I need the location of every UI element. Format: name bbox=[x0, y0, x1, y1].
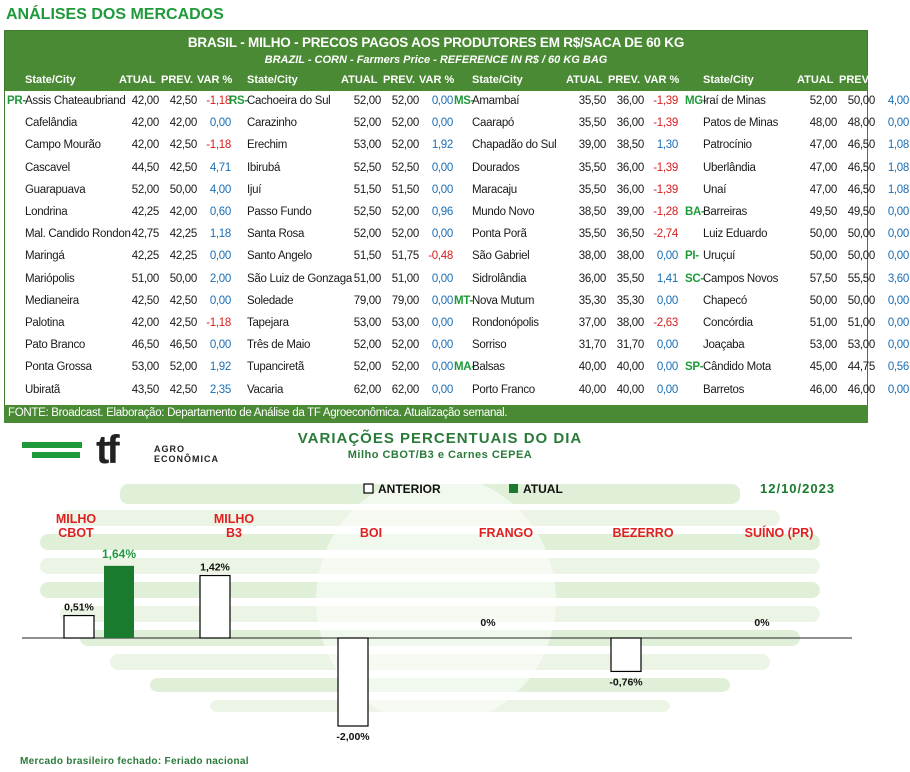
table-cell-var: 0,00 bbox=[887, 294, 909, 307]
bar-label-anterior: -0,76% bbox=[609, 676, 643, 689]
table-cell-city: Medianeira bbox=[25, 294, 79, 307]
table-header bbox=[5, 31, 910, 91]
table-cell-city: Palotina bbox=[25, 317, 65, 329]
table-cell-prev: 39,00 bbox=[616, 206, 644, 218]
table-cell-city: Ponta Grossa bbox=[25, 361, 92, 374]
table-cell-city: Barretos bbox=[703, 383, 745, 396]
column-header: PREV. bbox=[839, 74, 872, 86]
table-cell-prev: 46,50 bbox=[847, 183, 875, 196]
table-cell-atual: 50,00 bbox=[809, 228, 837, 241]
table-cell-atual: 43,50 bbox=[131, 383, 159, 396]
table-cell-prev: 36,00 bbox=[616, 117, 644, 130]
table-cell-prev: 50,00 bbox=[847, 95, 875, 107]
table-cell-city: Caarapó bbox=[472, 117, 515, 130]
table-cell-prev: 42,00 bbox=[169, 206, 197, 218]
table-cell-atual: 48,00 bbox=[809, 117, 837, 130]
table-cell-city: Tupanciretã bbox=[247, 361, 305, 374]
table-cell-city: Passo Fundo bbox=[247, 206, 312, 218]
logo-stripe bbox=[22, 442, 82, 448]
table-cell-prev: 51,50 bbox=[391, 183, 419, 196]
table-cell-var: 0,00 bbox=[887, 339, 909, 352]
table-cell-city: Cachoeira do Sul bbox=[247, 95, 331, 107]
table-cell-prev: 36,00 bbox=[616, 95, 644, 107]
chart-subtitle: Milho CBOT/B3 e Carnes CEPEA bbox=[347, 449, 533, 461]
table-cell-atual: 45,00 bbox=[809, 361, 837, 374]
table-cell-var: 0,00 bbox=[431, 228, 453, 241]
bar-label-anterior: -2,00% bbox=[336, 731, 370, 743]
table-cell-prev: 48,00 bbox=[847, 117, 875, 130]
table-cell-atual: 52,50 bbox=[353, 206, 381, 218]
bar-label-anterior: 0,51% bbox=[64, 601, 94, 614]
table-cell-city: Amambaí bbox=[472, 95, 520, 107]
tf-logo bbox=[22, 430, 240, 470]
table-cell-var: 0,00 bbox=[887, 206, 909, 218]
table-cell-var: 0,00 bbox=[656, 339, 678, 352]
table-cell-prev: 36,00 bbox=[616, 161, 644, 174]
table-cell-atual: 42,75 bbox=[131, 228, 159, 241]
table-cell-atual: 42,25 bbox=[131, 206, 159, 218]
table-cell-atual: 51,00 bbox=[131, 272, 159, 285]
table-cell-prev: 38,00 bbox=[616, 317, 644, 329]
table-cell-city: Sidrolândia bbox=[472, 272, 527, 285]
table-cell-prev: 50,00 bbox=[169, 183, 197, 196]
table-cell-prev: 52,00 bbox=[391, 361, 419, 374]
table-cell-prev: 52,00 bbox=[391, 206, 419, 218]
table-cell-var: -2,74 bbox=[653, 228, 678, 241]
table-cell-prev: 62,00 bbox=[391, 383, 419, 396]
table-cell-var: 0,00 bbox=[431, 317, 453, 329]
table-cell-city: Ibirubá bbox=[247, 161, 281, 174]
table-cell-prev: 42,25 bbox=[169, 228, 197, 241]
table-cell-prev: 79,00 bbox=[391, 294, 419, 307]
column-header: VAR % bbox=[419, 74, 455, 86]
table-cell-var: 1,92 bbox=[431, 139, 453, 152]
table-cell-city: Chapadão do Sul bbox=[472, 139, 557, 152]
column-header: State/City bbox=[703, 74, 754, 86]
table-cell-city: Campos Novos bbox=[703, 272, 779, 285]
table-cell-atual: 42,25 bbox=[131, 250, 159, 263]
table-cell-city: Carazinho bbox=[247, 117, 297, 130]
bar-anterior bbox=[611, 638, 641, 671]
table-cell-var: -1,39 bbox=[653, 183, 678, 196]
table-cell-var: 1,08 bbox=[887, 183, 909, 196]
table-cell-var: 0,00 bbox=[209, 339, 231, 352]
table-cell-city: Três de Maio bbox=[247, 339, 311, 352]
bar-label-atual: 1,64% bbox=[101, 546, 137, 561]
table-cell-atual: 52,50 bbox=[353, 161, 381, 174]
table-cell-prev: 51,75 bbox=[391, 250, 419, 263]
table-cell-atual: 51,50 bbox=[353, 183, 381, 196]
table-cell-prev: 50,00 bbox=[847, 294, 875, 307]
table-cell-prev: 42,25 bbox=[169, 250, 197, 263]
table-cell-atual: 47,00 bbox=[809, 183, 837, 196]
table-cell-atual: 51,00 bbox=[353, 272, 381, 285]
column-header: State/City bbox=[25, 74, 76, 86]
logo-sub-economica: ECONÔMICA bbox=[154, 454, 219, 464]
table-cell-prev: 52,00 bbox=[391, 228, 419, 241]
table-cell-atual: 52,00 bbox=[131, 183, 159, 196]
table-cell-atual: 42,00 bbox=[131, 317, 159, 329]
bar-label-anterior: 1,42% bbox=[200, 561, 230, 574]
table-cell-prev: 55,50 bbox=[847, 272, 875, 285]
table-cell-prev: 52,00 bbox=[391, 117, 419, 130]
logo-text: tf bbox=[96, 428, 117, 472]
category-label: SUÍNO (PR) bbox=[744, 526, 814, 540]
price-table bbox=[4, 30, 910, 422]
table-cell-var: 0,00 bbox=[887, 250, 909, 263]
table-cell-city: Mal. Candido Rondon bbox=[25, 228, 131, 241]
table-cell-atual: 36,00 bbox=[578, 272, 606, 285]
table-cell-var: 1,18 bbox=[209, 228, 231, 241]
table-cell-city: Londrina bbox=[25, 206, 68, 218]
table-cell-city: Joaçaba bbox=[703, 339, 745, 352]
table-cell-var: 1,41 bbox=[656, 272, 678, 285]
category-label: BOI bbox=[359, 526, 383, 540]
table-cell-var: 0,00 bbox=[887, 228, 909, 241]
table-cell-prev: 36,00 bbox=[616, 183, 644, 196]
table-cell-prev: 52,50 bbox=[391, 161, 419, 174]
category-label: B3 bbox=[226, 526, 242, 540]
category-label: MILHO bbox=[213, 512, 255, 526]
table-cell-atual: 52,00 bbox=[353, 95, 381, 107]
table-cell-prev: 51,00 bbox=[847, 317, 875, 329]
table-cell-atual: 42,00 bbox=[131, 95, 159, 107]
table-cell-st: MA- bbox=[454, 361, 475, 374]
column-header: PREV. bbox=[608, 74, 641, 86]
table-cell-st: MS- bbox=[454, 95, 475, 107]
table-cell-var: 3,60 bbox=[887, 272, 909, 285]
column-header: VAR % bbox=[644, 74, 680, 86]
table-cell-atual: 53,00 bbox=[353, 317, 381, 329]
table-cell-st: SP- bbox=[685, 361, 704, 374]
table-cell-var: -1,39 bbox=[653, 95, 678, 107]
table-cell-city: Concórdia bbox=[703, 317, 753, 329]
table-cell-atual: 52,00 bbox=[353, 361, 381, 374]
table-cell-prev: 42,50 bbox=[169, 383, 197, 396]
table-cell-prev: 31,70 bbox=[616, 339, 644, 352]
table-cell-prev: 49,50 bbox=[847, 206, 875, 218]
logo-stripe bbox=[32, 452, 80, 458]
table-cell-atual: 53,00 bbox=[131, 361, 159, 374]
table-cell-st: MT- bbox=[454, 294, 473, 307]
page-title: ANÁLISES DOS MERCADOS bbox=[6, 6, 224, 23]
table-cell-city: São Gabriel bbox=[472, 250, 530, 263]
table-cell-city: Nova Mutum bbox=[472, 294, 535, 307]
table-cell-city: Mariópolis bbox=[25, 272, 75, 285]
table-cell-var: 0,00 bbox=[656, 361, 678, 374]
table-cell-atual: 49,50 bbox=[809, 206, 837, 218]
table-cell-city: Cascavel bbox=[25, 161, 70, 174]
table-cell-city: Tapejara bbox=[247, 317, 289, 329]
table-cell-city: Barreiras bbox=[703, 206, 747, 218]
table-cell-var: 0,00 bbox=[656, 294, 678, 307]
table-cell-prev: 42,50 bbox=[169, 161, 197, 174]
table-cell-var: -1,18 bbox=[206, 317, 231, 329]
table-cell-var: 4,00 bbox=[209, 183, 231, 196]
table-cell-city: Ponta Porã bbox=[472, 228, 527, 241]
chart-title: VARIAÇÕES PERCENTUAIS DO DIA bbox=[297, 430, 583, 447]
bar-anterior bbox=[338, 638, 368, 726]
column-header: ATUAL bbox=[797, 74, 834, 86]
table-cell-atual: 42,00 bbox=[131, 139, 159, 152]
column-header: VAR % bbox=[875, 74, 910, 86]
table-cell-var: -1,18 bbox=[206, 139, 231, 152]
table-cell-atual: 37,00 bbox=[578, 317, 606, 329]
table-cell-var: 0,00 bbox=[431, 272, 453, 285]
table-cell-atual: 52,00 bbox=[353, 339, 381, 352]
table-cell-st: MG- bbox=[685, 95, 707, 107]
chart-date: 12/10/2023 bbox=[760, 481, 836, 496]
table-cell-var: 0,00 bbox=[656, 383, 678, 396]
table-cell-atual: 35,30 bbox=[578, 294, 606, 307]
table-cell-city: Santo Angelo bbox=[247, 250, 312, 263]
table-cell-var: 1,30 bbox=[656, 139, 678, 152]
table-cell-var: 4,71 bbox=[209, 161, 231, 174]
table-cell-city: Campo Mourão bbox=[25, 139, 101, 152]
table-cell-prev: 52,00 bbox=[391, 139, 419, 152]
table-cell-city: Vacaria bbox=[247, 383, 284, 396]
table-cell-var: 0,00 bbox=[431, 117, 453, 130]
table-cell-city: São Luiz de Gonzaga bbox=[247, 272, 352, 285]
table-cell-atual: 39,00 bbox=[578, 139, 606, 152]
table-cell-var: 0,00 bbox=[431, 294, 453, 307]
table-cell-city: Iraí de Minas bbox=[703, 95, 766, 107]
table-cell-var: 1,92 bbox=[209, 361, 231, 374]
table-cell-var: 2,35 bbox=[209, 383, 231, 396]
table-cell-prev: 36,50 bbox=[616, 228, 644, 241]
table-cell-prev: 40,00 bbox=[616, 383, 644, 396]
table-cell-prev: 52,00 bbox=[391, 95, 419, 107]
table-cell-city: Pato Branco bbox=[25, 339, 85, 352]
table-cell-city: Ubiratã bbox=[25, 383, 60, 396]
table-cell-var: -1,39 bbox=[653, 117, 678, 130]
table-cell-atual: 53,00 bbox=[809, 339, 837, 352]
table-cell-atual: 35,50 bbox=[578, 95, 606, 107]
table-cell-atual: 47,00 bbox=[809, 161, 837, 174]
table-cell-prev: 46,50 bbox=[169, 339, 197, 352]
table-cell-var: 1,08 bbox=[887, 139, 909, 152]
table-cell-city: Maringá bbox=[25, 250, 65, 263]
table-cell-var: 0,60 bbox=[209, 206, 231, 218]
table-cell-prev: 42,50 bbox=[169, 95, 197, 107]
table-cell-atual: 53,00 bbox=[353, 139, 381, 152]
table-cell-atual: 52,00 bbox=[809, 95, 837, 107]
table-cell-atual: 52,00 bbox=[353, 117, 381, 130]
table-cell-atual: 35,50 bbox=[578, 183, 606, 196]
column-header: ATUAL bbox=[566, 74, 603, 86]
table-cell-prev: 40,00 bbox=[616, 361, 644, 374]
table-cell-city: Cândido Mota bbox=[703, 361, 771, 374]
table-cell-prev: 42,50 bbox=[169, 317, 197, 329]
table-cell-city: Luiz Eduardo bbox=[703, 228, 768, 241]
table-cell-var: 0,56 bbox=[887, 361, 909, 374]
table-cell-var: 0,00 bbox=[431, 183, 453, 196]
table-cell-var: -1,39 bbox=[653, 161, 678, 174]
legend-swatch-atual bbox=[509, 484, 518, 493]
table-cell-city: Uberlândia bbox=[703, 161, 756, 174]
table-cell-city: Cafelândia bbox=[25, 117, 77, 130]
logo-sub-agro: AGRO bbox=[154, 444, 185, 454]
table-cell-prev: 38,50 bbox=[616, 139, 644, 152]
table-cell-prev: 52,00 bbox=[169, 361, 197, 374]
table-cell-atual: 31,70 bbox=[578, 339, 606, 352]
table-cell-prev: 53,00 bbox=[847, 339, 875, 352]
table-cell-var: 2,00 bbox=[209, 272, 231, 285]
table-cell-var: -1,18 bbox=[206, 95, 231, 107]
table-cell-var: 0,00 bbox=[209, 294, 231, 307]
table-cell-prev: 38,00 bbox=[616, 250, 644, 263]
bar-atual bbox=[104, 566, 134, 638]
table-cell-var: -0,48 bbox=[428, 250, 453, 263]
bar-anterior bbox=[200, 576, 230, 638]
column-header: State/City bbox=[472, 74, 523, 86]
category-label: CBOT bbox=[58, 526, 94, 540]
table-cell-city: Assis Chateaubriand bbox=[25, 95, 126, 107]
table-cell-city: Unaí bbox=[703, 183, 727, 196]
footnote: Mercado brasileiro fechado: Feriado nacional bbox=[20, 756, 249, 767]
table-subtitle: BRAZIL - CORN - Farmers Price - REFERENCE IN R$ / 60 KG BAG bbox=[264, 54, 608, 66]
table-cell-city: Santa Rosa bbox=[247, 228, 305, 241]
table-cell-prev: 52,00 bbox=[391, 339, 419, 352]
table-cell-atual: 46,50 bbox=[131, 339, 159, 352]
table-cell-atual: 42,00 bbox=[131, 117, 159, 130]
legend-swatch-anterior bbox=[364, 484, 373, 493]
table-cell-city: Ijuí bbox=[247, 183, 262, 196]
legend-label-anterior: ANTERIOR bbox=[378, 482, 441, 496]
table-cell-prev: 42,00 bbox=[169, 117, 197, 130]
table-cell-city: Patrocínio bbox=[703, 139, 752, 152]
table-cell-prev: 44,75 bbox=[847, 361, 875, 374]
table-cell-var: 0,00 bbox=[431, 383, 453, 396]
table-cell-city: Balsas bbox=[472, 361, 505, 374]
table-cell-var: 0,00 bbox=[431, 95, 453, 107]
table-cell-st: BA- bbox=[685, 206, 705, 218]
column-header: ATUAL bbox=[341, 74, 378, 86]
table-cell-var: 0,00 bbox=[887, 317, 909, 329]
table-cell-atual: 35,50 bbox=[578, 228, 606, 241]
table-cell-atual: 51,00 bbox=[809, 317, 837, 329]
table-cell-atual: 57,50 bbox=[809, 272, 837, 285]
table-cell-prev: 50,00 bbox=[847, 250, 875, 263]
table-cell-atual: 52,00 bbox=[353, 228, 381, 241]
table-cell-city: Rondonópolis bbox=[472, 317, 539, 329]
table-cell-prev: 53,00 bbox=[391, 317, 419, 329]
table-cell-city: Mundo Novo bbox=[472, 206, 535, 218]
table-cell-city: Dourados bbox=[472, 161, 520, 174]
category-label: BEZERRO bbox=[612, 526, 674, 540]
bar-label-anterior: 0% bbox=[480, 617, 496, 629]
table-title: BRASIL - MILHO - PRECOS PAGOS AOS PRODUTORES EM R$/SACA DE 60 KG bbox=[187, 35, 685, 50]
table-cell-atual: 51,50 bbox=[353, 250, 381, 263]
table-cell-city: Patos de Minas bbox=[703, 117, 779, 130]
table-cell-atual: 50,00 bbox=[809, 294, 837, 307]
table-cell-prev: 46,50 bbox=[847, 161, 875, 174]
table-cell-prev: 50,00 bbox=[847, 228, 875, 241]
table-cell-var: -1,28 bbox=[653, 206, 678, 218]
table-cell-var: 0,00 bbox=[431, 339, 453, 352]
table-cell-city: Soledade bbox=[247, 294, 294, 307]
table-cell-prev: 42,50 bbox=[169, 139, 197, 152]
table-cell-atual: 62,00 bbox=[353, 383, 381, 396]
table-cell-prev: 46,00 bbox=[847, 383, 875, 396]
table-cell-prev: 35,30 bbox=[616, 294, 644, 307]
column-header: VAR % bbox=[197, 74, 233, 86]
table-cell-st: SC- bbox=[685, 272, 704, 285]
table-cell-st: RS- bbox=[229, 95, 248, 107]
table-cell-prev: 35,50 bbox=[616, 272, 644, 285]
column-header: ATUAL bbox=[119, 74, 156, 86]
table-cell-city: Uruçuí bbox=[703, 250, 736, 263]
column-header: State/City bbox=[247, 74, 298, 86]
table-cell-atual: 50,00 bbox=[809, 250, 837, 263]
table-cell-atual: 38,50 bbox=[578, 206, 606, 218]
table-cell-prev: 51,00 bbox=[391, 272, 419, 285]
table-cell-var: 0,96 bbox=[431, 206, 453, 218]
category-label: MILHO bbox=[55, 512, 97, 526]
table-cell-var: 0,00 bbox=[431, 361, 453, 374]
table-cell-city: Maracaju bbox=[472, 183, 517, 196]
table-cell-st: PI- bbox=[685, 250, 699, 263]
table-cell-city: Sorriso bbox=[472, 339, 507, 352]
table-cell-city: Porto Franco bbox=[472, 383, 535, 396]
table-cell-atual: 79,00 bbox=[353, 294, 381, 307]
table-cell-atual: 35,50 bbox=[578, 161, 606, 174]
table-cell-atual: 40,00 bbox=[578, 361, 606, 374]
table-cell-var: 0,00 bbox=[209, 250, 231, 263]
table-cell-st: PR- bbox=[7, 95, 26, 107]
table-cell-var: 0,00 bbox=[209, 117, 231, 130]
bar-label-anterior: 0% bbox=[754, 617, 770, 629]
table-cell-atual: 47,00 bbox=[809, 139, 837, 152]
table-cell-atual: 38,00 bbox=[578, 250, 606, 263]
table-source: FONTE: Broadcast. Elaboração: Departamento de Análise da TF Agroeconômica. Atualização semanal. bbox=[4, 405, 868, 423]
table-cell-atual: 35,50 bbox=[578, 117, 606, 130]
legend-label-atual: ATUAL bbox=[523, 482, 563, 496]
table-cell-var: 0,00 bbox=[887, 383, 909, 396]
table-cell-atual: 42,50 bbox=[131, 294, 159, 307]
table-cell-var: 4,00 bbox=[887, 95, 909, 107]
table-cell-prev: 42,50 bbox=[169, 294, 197, 307]
table-cell-city: Chapecó bbox=[703, 294, 747, 307]
bar-anterior bbox=[64, 616, 94, 638]
table-cell-var: 0,00 bbox=[431, 161, 453, 174]
table-cell-atual: 44,50 bbox=[131, 161, 159, 174]
column-header: PREV. bbox=[383, 74, 416, 86]
table-cell-prev: 46,50 bbox=[847, 139, 875, 152]
table-cell-var: 0,00 bbox=[887, 117, 909, 130]
table-cell-var: 0,00 bbox=[656, 250, 678, 263]
table-cell-var: -2,63 bbox=[653, 317, 678, 329]
table-cell-prev: 50,00 bbox=[169, 272, 197, 285]
table-cell-var: 1,08 bbox=[887, 161, 909, 174]
table-cell-atual: 46,00 bbox=[809, 383, 837, 396]
column-header: PREV. bbox=[161, 74, 194, 86]
table-cell-atual: 40,00 bbox=[578, 383, 606, 396]
variation-chart bbox=[0, 470, 872, 756]
table-cell-city: Guarapuava bbox=[25, 183, 86, 196]
table-cell-city: Erechim bbox=[247, 139, 288, 152]
category-label: FRANGO bbox=[478, 526, 534, 540]
